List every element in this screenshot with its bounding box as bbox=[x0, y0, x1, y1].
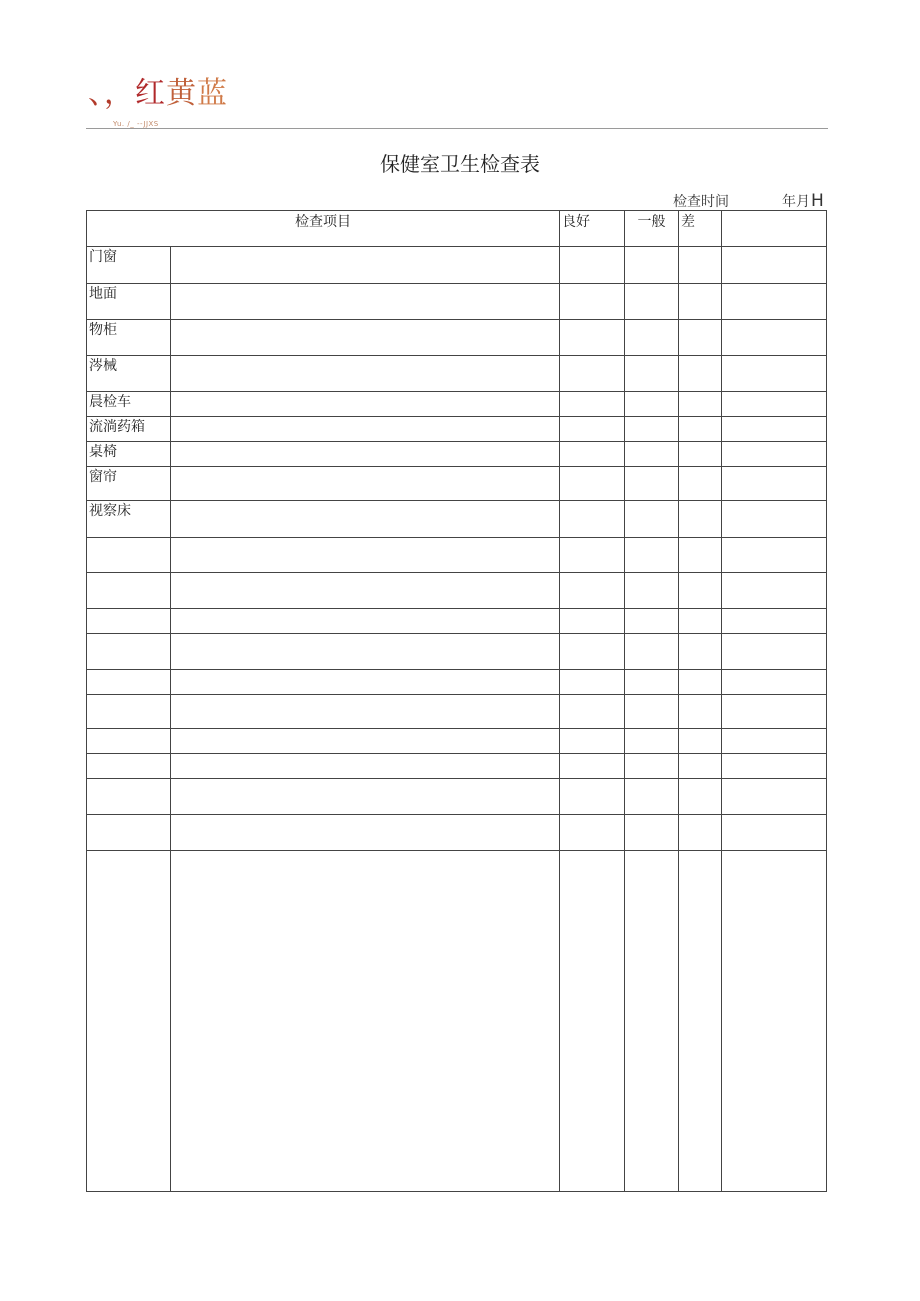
row-item-detail bbox=[171, 501, 560, 538]
row-poor-cell bbox=[679, 609, 722, 634]
header-check-item: 检查项目 bbox=[87, 211, 560, 247]
row-item-detail bbox=[171, 573, 560, 609]
inspection-table-wrapper bbox=[86, 210, 827, 1192]
row-poor-cell bbox=[679, 247, 722, 284]
table-row bbox=[87, 851, 827, 1192]
row-item-detail bbox=[171, 417, 560, 442]
table-row bbox=[87, 356, 827, 392]
table-row bbox=[87, 779, 827, 815]
inspection-table bbox=[86, 210, 827, 1192]
table-row bbox=[87, 573, 827, 609]
row-extra-cell bbox=[722, 467, 827, 501]
header-divider bbox=[86, 128, 828, 129]
row-item-name: 门窗 bbox=[87, 247, 171, 284]
row-item-detail bbox=[171, 356, 560, 392]
row-good-cell bbox=[560, 609, 625, 634]
row-item-detail bbox=[171, 247, 560, 284]
row-item-name: 窗帘 bbox=[87, 467, 171, 501]
row-good-cell bbox=[560, 356, 625, 392]
row-item-detail bbox=[171, 392, 560, 417]
table-row bbox=[87, 754, 827, 779]
row-item-detail bbox=[171, 284, 560, 320]
row-item-detail bbox=[171, 634, 560, 670]
row-normal-cell bbox=[625, 417, 679, 442]
table-row bbox=[87, 501, 827, 538]
row-poor-cell bbox=[679, 284, 722, 320]
row-extra-cell bbox=[722, 442, 827, 467]
row-normal-cell bbox=[625, 320, 679, 356]
row-item-detail bbox=[171, 851, 560, 1192]
row-normal-cell bbox=[625, 779, 679, 815]
row-extra-cell bbox=[722, 729, 827, 754]
row-item-detail bbox=[171, 815, 560, 851]
row-item-name bbox=[87, 754, 171, 779]
row-poor-cell bbox=[679, 501, 722, 538]
row-extra-cell bbox=[722, 815, 827, 851]
row-extra-cell bbox=[722, 779, 827, 815]
row-normal-cell bbox=[625, 729, 679, 754]
row-extra-cell bbox=[722, 538, 827, 573]
row-item-detail bbox=[171, 754, 560, 779]
row-item-detail bbox=[171, 695, 560, 729]
table-row bbox=[87, 417, 827, 442]
row-item-detail bbox=[171, 320, 560, 356]
inspection-date-label: 检查时间 bbox=[673, 194, 729, 210]
table-row bbox=[87, 729, 827, 754]
page-title: 保健室卫生检查表 bbox=[380, 152, 540, 176]
header-poor: 差 bbox=[679, 211, 722, 247]
row-poor-cell bbox=[679, 670, 722, 695]
table-row bbox=[87, 634, 827, 670]
row-normal-cell bbox=[625, 538, 679, 573]
row-extra-cell bbox=[722, 695, 827, 729]
row-item-detail bbox=[171, 779, 560, 815]
row-normal-cell bbox=[625, 356, 679, 392]
row-normal-cell bbox=[625, 670, 679, 695]
row-extra-cell bbox=[722, 284, 827, 320]
row-normal-cell bbox=[625, 815, 679, 851]
row-normal-cell bbox=[625, 695, 679, 729]
row-good-cell bbox=[560, 320, 625, 356]
table-row bbox=[87, 247, 827, 284]
row-item-name: 地面 bbox=[87, 284, 171, 320]
row-extra-cell bbox=[722, 392, 827, 417]
row-item-name: 流淌药箱 bbox=[87, 417, 171, 442]
logo-char-blue: 蓝 bbox=[197, 76, 228, 111]
logo-subtext: Yu. /_ --JJXS bbox=[113, 120, 159, 128]
logo-marks: 、， bbox=[88, 76, 135, 111]
row-good-cell bbox=[560, 670, 625, 695]
row-poor-cell bbox=[679, 417, 722, 442]
table-body bbox=[87, 247, 827, 1192]
row-extra-cell bbox=[722, 609, 827, 634]
row-extra-cell bbox=[722, 356, 827, 392]
row-normal-cell bbox=[625, 851, 679, 1192]
row-extra-cell bbox=[722, 573, 827, 609]
row-normal-cell bbox=[625, 634, 679, 670]
table-row bbox=[87, 695, 827, 729]
row-extra-cell bbox=[722, 247, 827, 284]
row-good-cell bbox=[560, 442, 625, 467]
row-normal-cell bbox=[625, 392, 679, 417]
row-item-name bbox=[87, 815, 171, 851]
row-normal-cell bbox=[625, 501, 679, 538]
row-good-cell bbox=[560, 779, 625, 815]
row-poor-cell bbox=[679, 815, 722, 851]
row-item-name: 涔械 bbox=[87, 356, 171, 392]
row-good-cell bbox=[560, 754, 625, 779]
row-good-cell bbox=[560, 417, 625, 442]
row-good-cell bbox=[560, 695, 625, 729]
row-item-name bbox=[87, 670, 171, 695]
row-item-detail bbox=[171, 729, 560, 754]
row-poor-cell bbox=[679, 538, 722, 573]
row-normal-cell bbox=[625, 754, 679, 779]
row-item-name bbox=[87, 634, 171, 670]
row-poor-cell bbox=[679, 754, 722, 779]
row-extra-cell bbox=[722, 320, 827, 356]
row-item-name bbox=[87, 609, 171, 634]
row-item-name: 物柜 bbox=[87, 320, 171, 356]
inspection-date-unit bbox=[782, 191, 824, 211]
table-row bbox=[87, 467, 827, 501]
row-good-cell bbox=[560, 851, 625, 1192]
row-normal-cell bbox=[625, 247, 679, 284]
row-good-cell bbox=[560, 467, 625, 501]
row-poor-cell bbox=[679, 695, 722, 729]
row-normal-cell bbox=[625, 573, 679, 609]
row-normal-cell bbox=[625, 467, 679, 501]
header-good: 良好 bbox=[560, 211, 625, 247]
row-poor-cell bbox=[679, 634, 722, 670]
header-normal: 一般 bbox=[625, 211, 679, 247]
row-extra-cell bbox=[722, 670, 827, 695]
row-good-cell bbox=[560, 501, 625, 538]
row-poor-cell bbox=[679, 729, 722, 754]
table-row bbox=[87, 538, 827, 573]
row-item-name bbox=[87, 729, 171, 754]
row-item-name bbox=[87, 538, 171, 573]
logo-char-yellow: 黄 bbox=[166, 76, 197, 111]
table-row bbox=[87, 392, 827, 417]
table-row bbox=[87, 442, 827, 467]
row-item-name bbox=[87, 573, 171, 609]
date-unit-tail: H bbox=[811, 191, 824, 211]
row-good-cell bbox=[560, 392, 625, 417]
row-normal-cell bbox=[625, 609, 679, 634]
row-good-cell bbox=[560, 573, 625, 609]
row-item-name bbox=[87, 851, 171, 1192]
row-normal-cell bbox=[625, 284, 679, 320]
row-good-cell bbox=[560, 284, 625, 320]
date-unit-text: 年月 bbox=[782, 194, 810, 210]
row-poor-cell bbox=[679, 779, 722, 815]
row-extra-cell bbox=[722, 417, 827, 442]
row-item-name: 桌椅 bbox=[87, 442, 171, 467]
table-row bbox=[87, 609, 827, 634]
table-header-row bbox=[87, 211, 827, 247]
row-good-cell bbox=[560, 815, 625, 851]
row-poor-cell bbox=[679, 467, 722, 501]
row-item-detail bbox=[171, 609, 560, 634]
header-extra bbox=[722, 211, 827, 247]
row-extra-cell bbox=[722, 634, 827, 670]
row-poor-cell bbox=[679, 392, 722, 417]
row-item-name bbox=[87, 695, 171, 729]
table-row bbox=[87, 670, 827, 695]
row-poor-cell bbox=[679, 573, 722, 609]
row-good-cell bbox=[560, 634, 625, 670]
table-row bbox=[87, 320, 827, 356]
row-poor-cell bbox=[679, 851, 722, 1192]
row-item-detail bbox=[171, 538, 560, 573]
row-poor-cell bbox=[679, 356, 722, 392]
logo-char-red: 红 bbox=[135, 76, 166, 111]
row-item-name bbox=[87, 779, 171, 815]
row-item-name: 晨检车 bbox=[87, 392, 171, 417]
row-extra-cell bbox=[722, 754, 827, 779]
table-row bbox=[87, 815, 827, 851]
row-poor-cell bbox=[679, 442, 722, 467]
row-extra-cell bbox=[722, 851, 827, 1192]
row-good-cell bbox=[560, 247, 625, 284]
row-good-cell bbox=[560, 538, 625, 573]
row-extra-cell bbox=[722, 501, 827, 538]
row-normal-cell bbox=[625, 442, 679, 467]
brand-logo bbox=[88, 74, 228, 114]
row-item-detail bbox=[171, 467, 560, 501]
row-item-name: 视察床 bbox=[87, 501, 171, 538]
row-item-detail bbox=[171, 670, 560, 695]
row-poor-cell bbox=[679, 320, 722, 356]
table-row bbox=[87, 284, 827, 320]
row-good-cell bbox=[560, 729, 625, 754]
row-item-detail bbox=[171, 442, 560, 467]
